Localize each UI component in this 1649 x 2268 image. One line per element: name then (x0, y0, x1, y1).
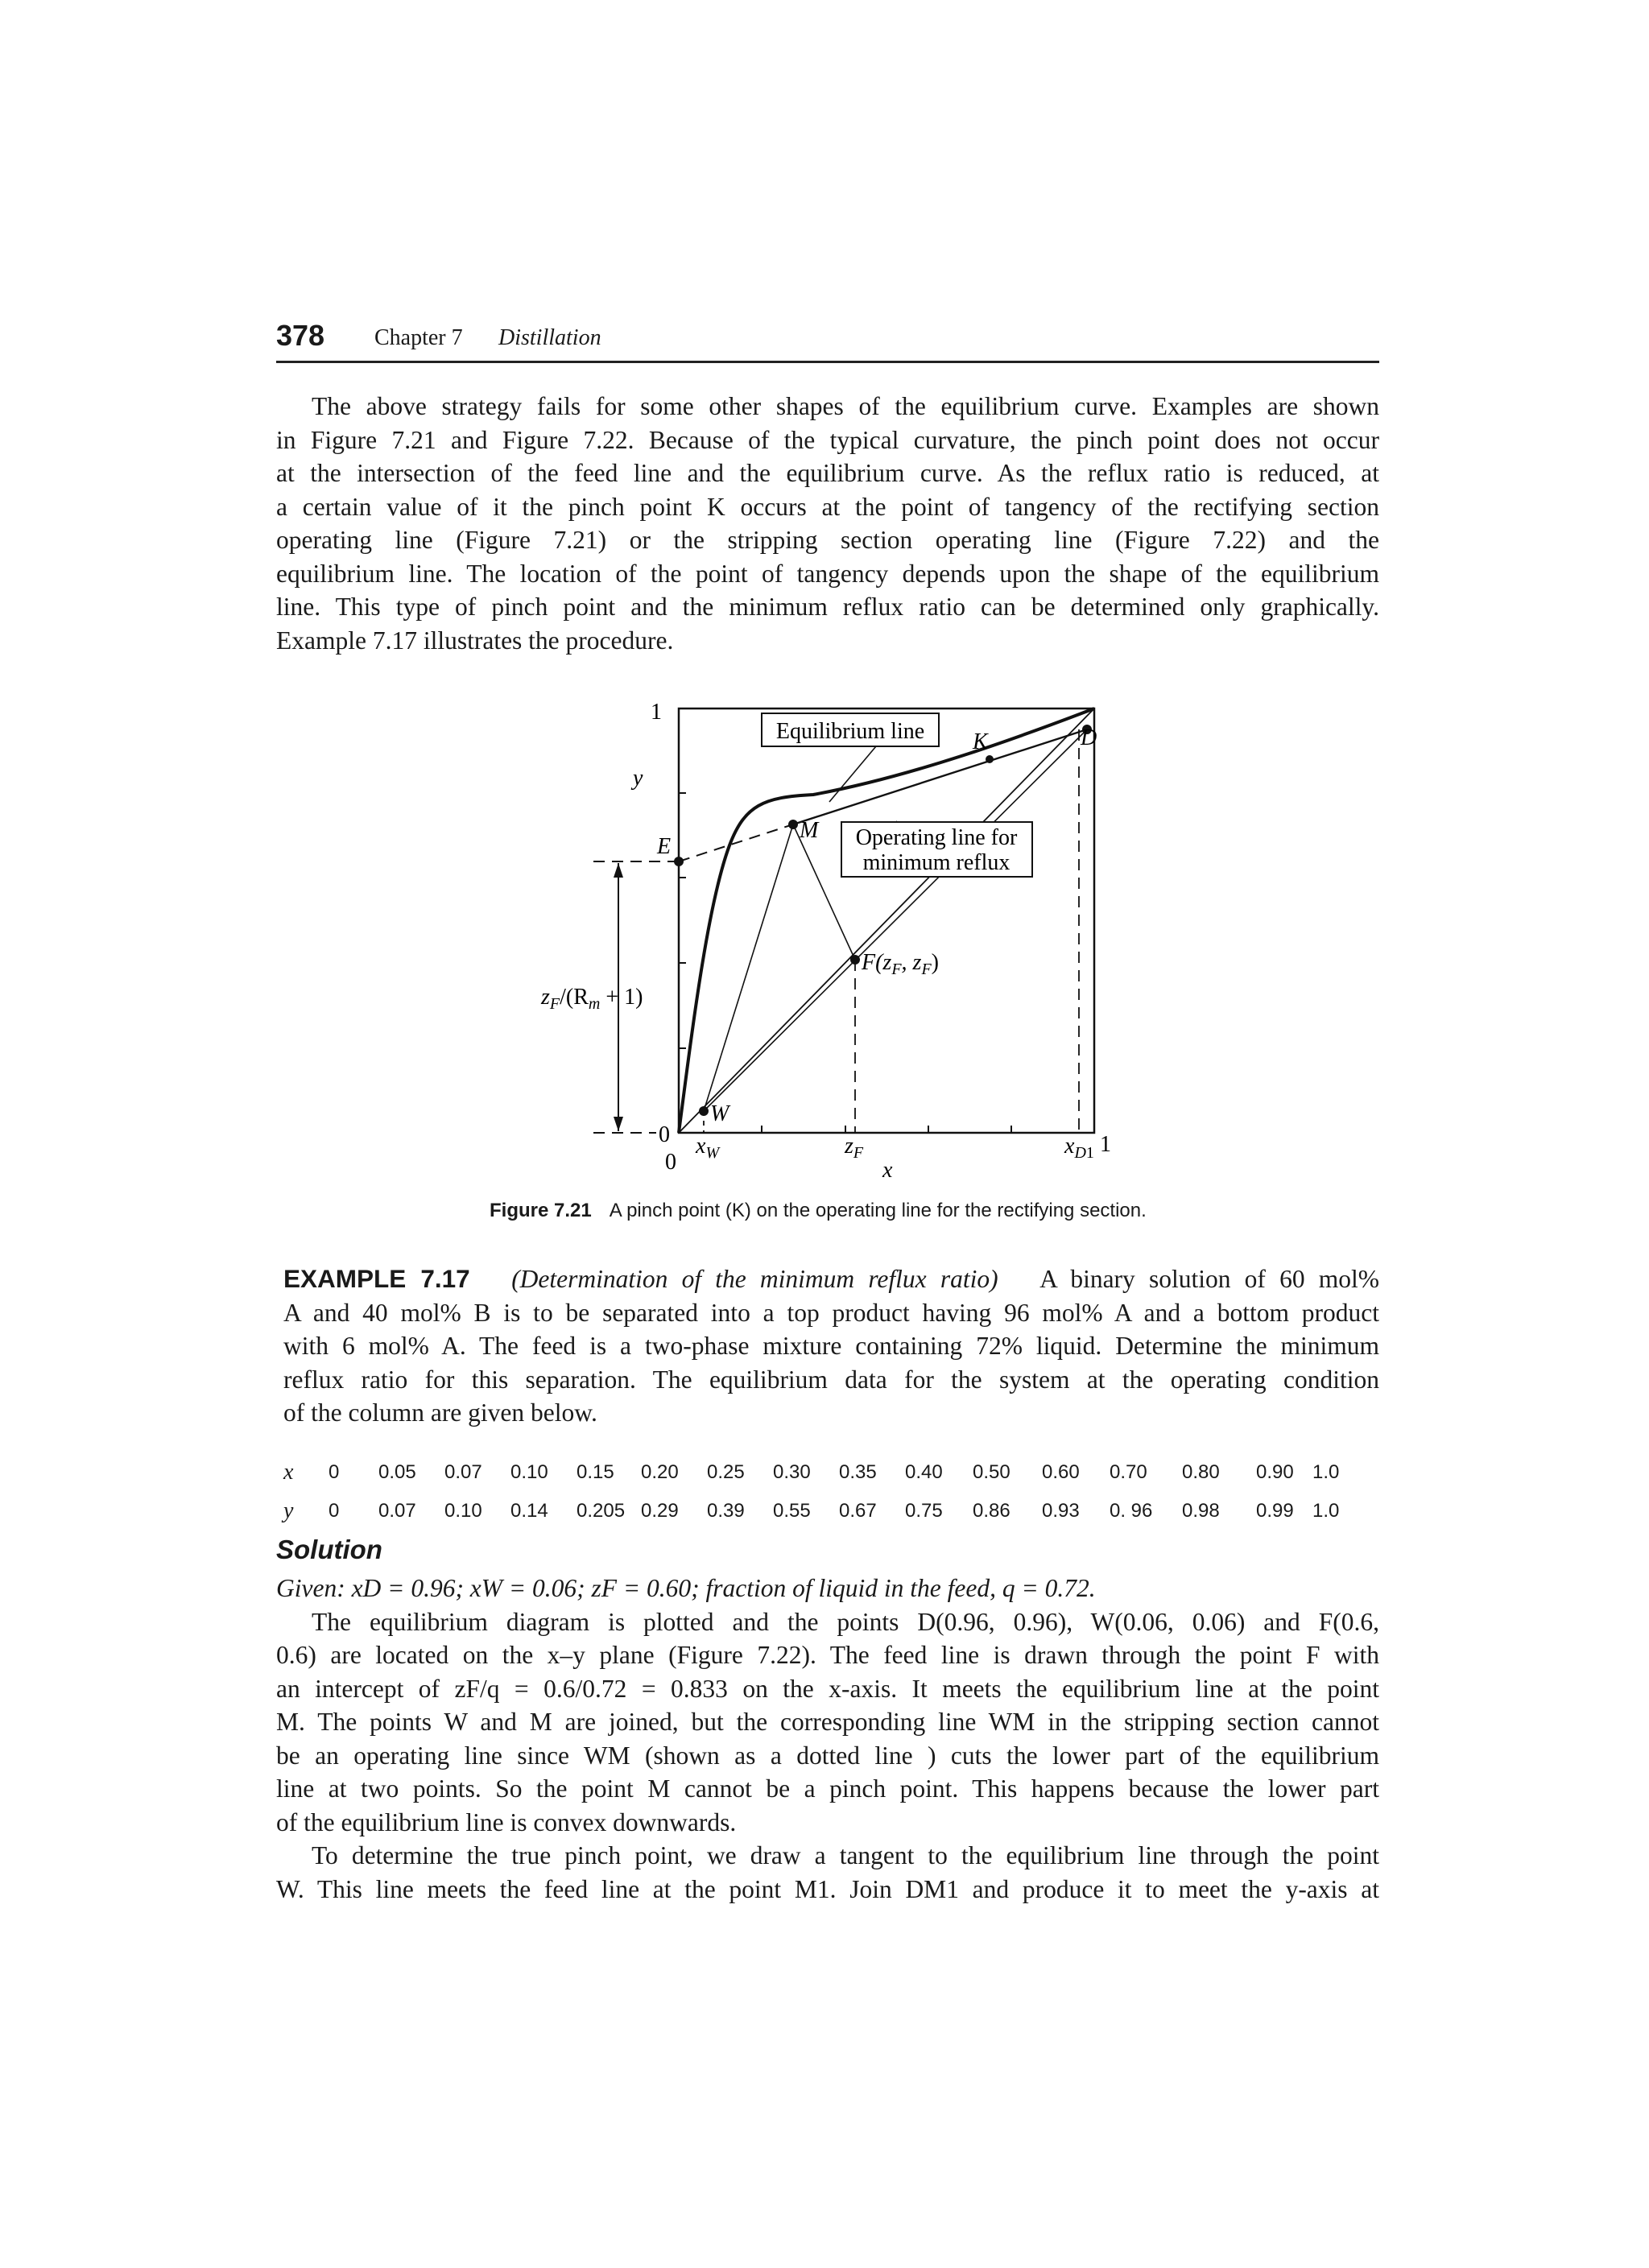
text-line: line. This type of pinch point and the minimum reflux ratio can be determined only graphically. (276, 593, 1379, 621)
text-line: be an operating line since WM (shown as a dotted line ) cuts the lower part of the equilibrium (276, 1741, 1379, 1770)
text-line: The above strategy fails for some other shapes of the equilibrium curve. Examples are shown (312, 392, 1379, 420)
row-header-x: x (283, 1460, 294, 1485)
operating-box-label-1: Operating line for (855, 825, 1018, 850)
example-first-line (283, 1262, 1379, 1296)
table-cell: 0.20 (641, 1461, 679, 1483)
text-line: of the equilibrium line is convex downwards. (276, 1807, 737, 1836)
x-axis-label: x (882, 1158, 893, 1183)
y-axis-label: y (633, 766, 643, 791)
figure-caption-text: A pinch point (K) on the operating line for the rectifying section. (609, 1200, 1147, 1221)
equilibrium-data-table (280, 1453, 1339, 1531)
table-cell: 0.55 (773, 1500, 811, 1522)
label-xD: $x_D1$ (1064, 1134, 1094, 1162)
example-title: EXAMPLE 7.17 (283, 1264, 470, 1293)
table-cell: 0.29 (641, 1500, 679, 1522)
figure-caption (490, 1200, 1147, 1222)
table-cell: 0.05 (378, 1461, 416, 1483)
x-tick-one: 1 (1100, 1132, 1111, 1157)
text-line: 0.6) are located on the x–y plane (Figure 7.22). The feed line is drawn through the point F with (276, 1641, 1379, 1669)
table-cell: 0.40 (905, 1461, 943, 1483)
solution-paragraph (276, 1572, 1379, 1906)
table-cell: 0.15 (577, 1461, 614, 1483)
equilibrium-box-label: Equilibrium line (775, 719, 925, 744)
label-E: E (657, 834, 672, 859)
x-tick-zero: 0 (665, 1150, 676, 1175)
example-subtitle: (Determination of the minimum reflux ratio) (511, 1265, 998, 1293)
point-K (986, 755, 994, 763)
table-row-x (280, 1453, 1339, 1492)
example-paragraph (283, 1262, 1379, 1430)
table-cell: 1.0 (1312, 1461, 1340, 1483)
table-cell: 0.50 (973, 1461, 1010, 1483)
table-cell: 0 (329, 1461, 340, 1483)
table-cell: 0.99 (1256, 1500, 1294, 1522)
table-cell: 0.75 (905, 1500, 943, 1522)
table-cell: 0.35 (839, 1461, 877, 1483)
point-W (699, 1106, 709, 1116)
intercept-label: $z_F/(R_m + 1)$ (541, 985, 643, 1013)
text-line: in Figure 7.21 and Figure 7.22. Because of the typical curvature, the pinch point does not occur (276, 425, 1379, 454)
table-cell: 0.90 (1256, 1461, 1294, 1483)
arrow-head-down (614, 1117, 623, 1131)
text-line: A binary solution of 60 mol% (1039, 1265, 1380, 1293)
table-cell: 0.205 (577, 1500, 626, 1522)
table-cell: 0.25 (707, 1461, 745, 1483)
table-cell: 0.10 (444, 1500, 482, 1522)
point-E (674, 857, 684, 866)
label-W: W (710, 1101, 729, 1126)
point-F (850, 955, 860, 965)
arrow-head-up (614, 863, 623, 878)
line-W-D (704, 729, 1087, 1111)
given-line: Given: xD = 0.96; xW = 0.06; zF = 0.60; fraction of liquid in the feed, q = 0.72. (276, 1574, 1096, 1602)
table-row-y (280, 1492, 1339, 1531)
table-cell: 0.60 (1042, 1461, 1080, 1483)
table-cell: 0.39 (707, 1500, 745, 1522)
chapter-label: Chapter 7 (374, 325, 463, 350)
table-cell: 0.07 (378, 1500, 416, 1522)
label-xW: $x_W$ (696, 1134, 720, 1162)
operating-box-label-2: minimum reflux (862, 850, 1010, 875)
text-line: at the intersection of the feed line and the equilibrium curve. As the reflux ratio is reduced, at (276, 459, 1379, 487)
table-cell: 0.80 (1182, 1461, 1220, 1483)
text-line: an intercept of zF/q = 0.6/0.72 = 0.833 on the x-axis. It meets the equilibrium line at the point (276, 1674, 1379, 1703)
row-header-y: y (283, 1498, 294, 1523)
label-K: K (973, 729, 988, 754)
line-W-M (704, 824, 793, 1111)
table-cell: 0.30 (773, 1461, 811, 1483)
text-line: reflux ratio for this separation. The equilibrium data for the system at the operating condition (283, 1365, 1379, 1394)
table-cell: 0.07 (444, 1461, 482, 1483)
table-cell: 0.14 (510, 1500, 548, 1522)
text-line: A and 40 mol% B is to be separated into a top product having 96 mol% A and a bottom product (283, 1298, 1379, 1327)
text-line: a certain value of it the pinch point K occurs at the point of tangency of the rectifying section (276, 492, 1379, 521)
equilibrium-leader (829, 742, 880, 802)
point-M (788, 820, 798, 829)
text-line: operating line (Figure 7.21) or the stripping section operating line (Figure 7.22) and the (276, 526, 1379, 554)
label-F: $F(z_F$, $z_F$) (862, 950, 939, 978)
text-line: The equilibrium diagram is plotted and the points D(0.96, 0.96), W(0.06, 0.06) and F(0.6, (312, 1607, 1379, 1636)
y-tick-zero: 0 (659, 1122, 670, 1147)
text-line: Example 7.17 illustrates the procedure. (276, 626, 674, 655)
text-line: of the column are given below. (283, 1398, 597, 1427)
label-M: M (800, 818, 819, 843)
label-zF: $z_F$ (845, 1134, 864, 1162)
text-line: W. This line meets the feed line at the point M1. Join DM1 and produce it to meet the y-axis at (276, 1874, 1379, 1903)
table-cell: 0.10 (510, 1461, 548, 1483)
table-cell: 0.98 (1182, 1500, 1220, 1522)
diagonal-line (679, 708, 1094, 1133)
solution-heading: Solution (276, 1535, 382, 1564)
text-line: with 6 mol% A. The feed is a two-phase mixture containing 72% liquid. Determine the minimum (283, 1332, 1379, 1360)
text-line: To determine the true pinch point, we draw a tangent to the equilibrium line through the point (312, 1841, 1379, 1869)
table-cell: 0 (329, 1500, 340, 1522)
y-tick-one: 1 (651, 700, 662, 725)
text-line: M. The points W and M are joined, but the corresponding line WM in the stripping section cannot (276, 1708, 1379, 1736)
table-cell: 0. 96 (1110, 1500, 1153, 1522)
table-cell: 1.0 (1312, 1500, 1340, 1522)
table-cell: 0.70 (1110, 1461, 1147, 1483)
label-D: D (1081, 725, 1097, 750)
chapter-title: Distillation (498, 325, 601, 350)
text-line: line at two points. So the point M cannot be a pinch point. This happens because the lower part (276, 1774, 1379, 1803)
table-cell: 0.67 (839, 1500, 877, 1522)
figure-label: Figure 7.21 (490, 1200, 592, 1221)
page-number: 378 (276, 319, 325, 352)
table-cell: 0.86 (973, 1500, 1010, 1522)
text-line: equilibrium line. The location of the point of tangency depends upon the shape of the equilibrium (276, 559, 1379, 588)
table-cell: 0.93 (1042, 1500, 1080, 1522)
